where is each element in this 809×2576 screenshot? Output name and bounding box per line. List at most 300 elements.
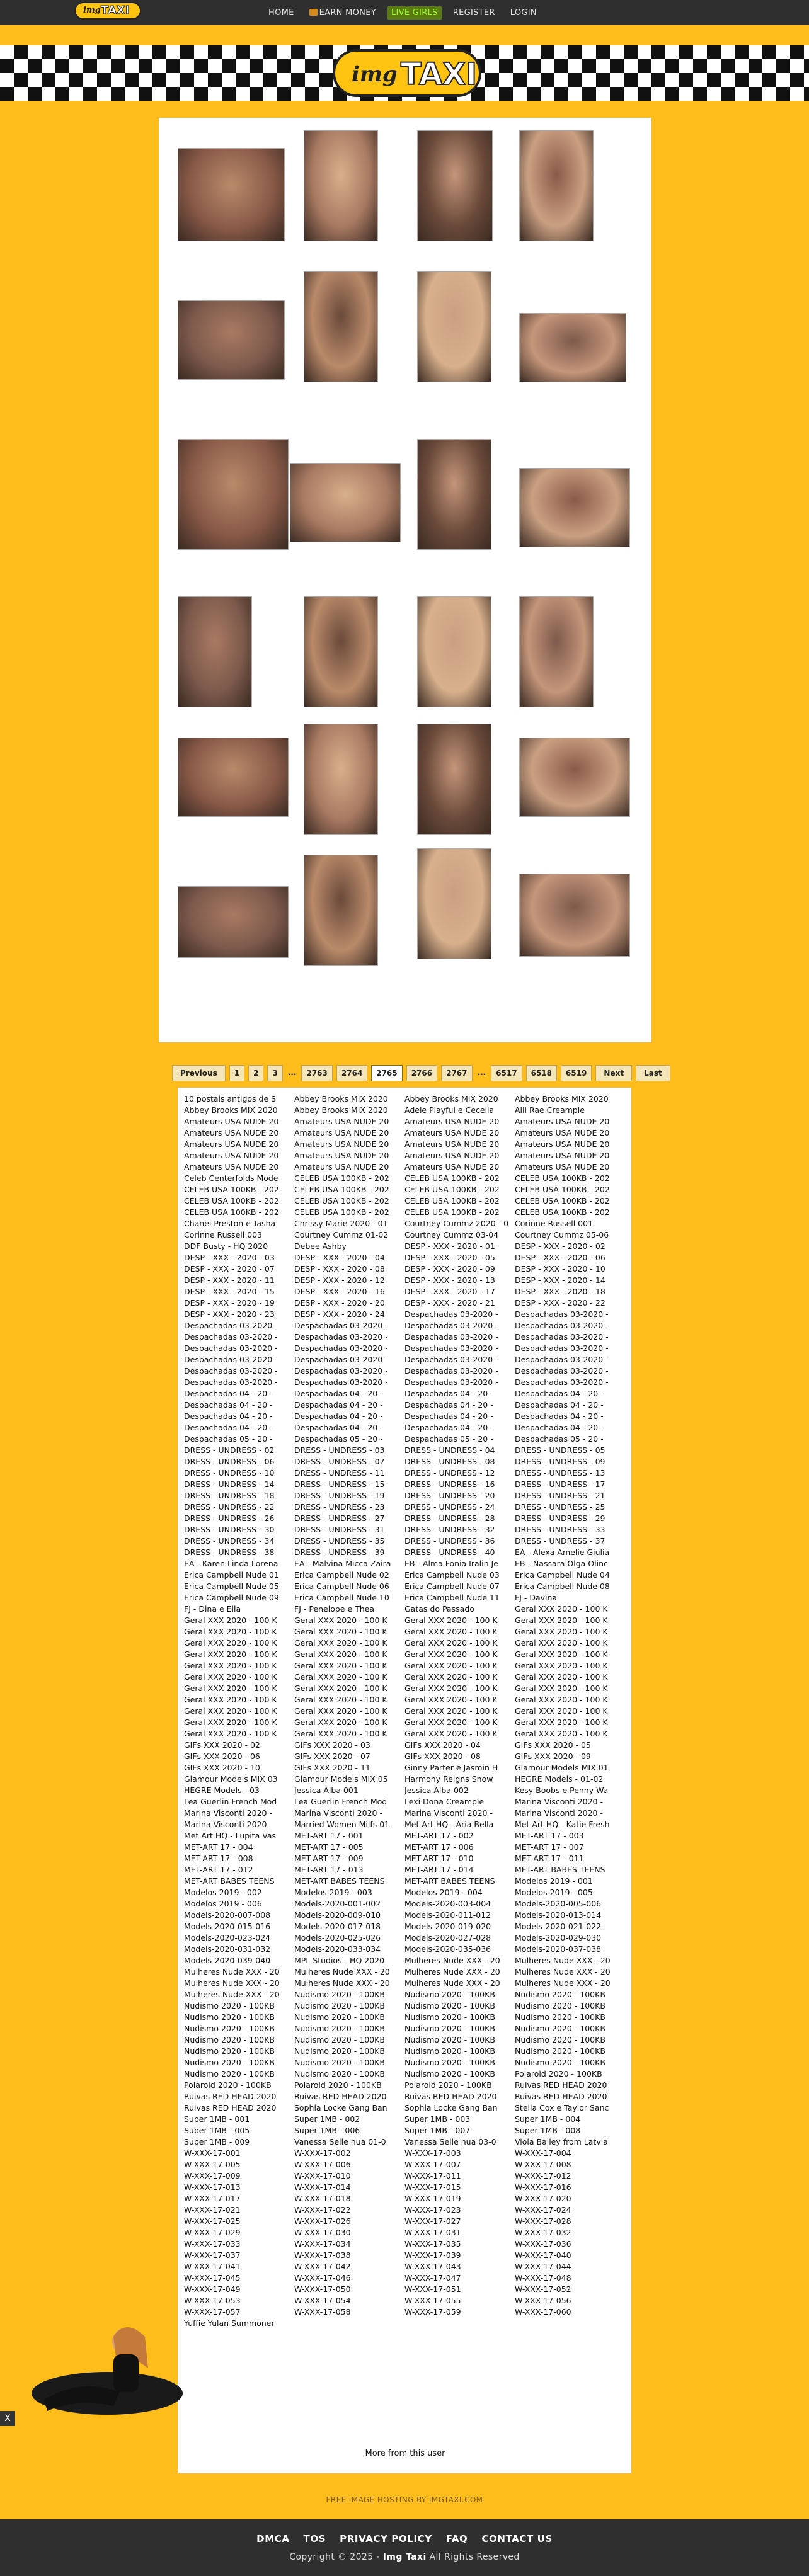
album-link[interactable]: Geral XXX 2020 - 100 K bbox=[294, 1672, 387, 1682]
album-link[interactable]: DRESS - UNDRESS - 18 bbox=[184, 1491, 275, 1500]
album-link[interactable]: Mulheres Nude XXX - 20 bbox=[184, 1978, 280, 1988]
album-link[interactable]: Nudismo 2020 - 100KB bbox=[404, 2058, 495, 2067]
album-link[interactable]: Despachadas 03-2020 - bbox=[184, 1366, 278, 1376]
album-link[interactable]: GIFs XXX 2020 - 11 bbox=[294, 1763, 370, 1772]
album-link[interactable]: MET-ART BABES TEENS bbox=[404, 1876, 495, 1886]
nav-home[interactable]: HOME bbox=[268, 8, 294, 18]
album-link[interactable]: Nudismo 2020 - 100KB bbox=[515, 1990, 605, 1999]
album-link[interactable]: Nudismo 2020 - 100KB bbox=[404, 2001, 495, 2010]
gallery-thumbnail[interactable] bbox=[178, 148, 285, 241]
album-link[interactable]: Despachadas 03-2020 - bbox=[294, 1377, 388, 1387]
album-link[interactable]: Despachadas 05 - 20 - bbox=[515, 1434, 604, 1444]
album-link[interactable]: Nudismo 2020 - 100KB bbox=[294, 1990, 385, 1999]
album-link[interactable]: W-XXX-17-029 bbox=[184, 2228, 241, 2237]
album-link[interactable]: Geral XXX 2020 - 100 K bbox=[294, 1706, 387, 1716]
album-link[interactable]: Geral XXX 2020 - 100 K bbox=[184, 1729, 277, 1738]
album-link[interactable]: Ruivas RED HEAD 2020 bbox=[404, 2092, 497, 2101]
album-link[interactable]: DESP - XXX - 2020 - 07 bbox=[184, 1264, 275, 1274]
album-link[interactable]: Nudismo 2020 - 100KB bbox=[184, 2069, 275, 2078]
album-link[interactable]: W-XXX-17-052 bbox=[515, 2284, 571, 2294]
album-link[interactable]: Nudismo 2020 - 100KB bbox=[515, 2001, 605, 2010]
gallery-thumbnail[interactable] bbox=[178, 738, 289, 817]
pagination-item[interactable]: 3 bbox=[267, 1065, 282, 1081]
album-link[interactable]: DESP - XXX - 2020 - 23 bbox=[184, 1309, 275, 1319]
album-link[interactable]: DRESS - UNDRESS - 05 bbox=[515, 1445, 605, 1455]
album-link[interactable]: Geral XXX 2020 - 100 K bbox=[184, 1684, 277, 1693]
album-link[interactable]: CELEB USA 100KB - 202 bbox=[184, 1207, 279, 1217]
album-link[interactable]: W-XXX-17-045 bbox=[184, 2273, 241, 2282]
album-link[interactable]: Gatas do Passado bbox=[404, 1604, 474, 1614]
album-link[interactable]: Geral XXX 2020 - 100 K bbox=[184, 1661, 277, 1670]
album-link[interactable]: Despachadas 05 - 20 - bbox=[294, 1434, 383, 1444]
album-link[interactable]: Geral XXX 2020 - 100 K bbox=[294, 1684, 387, 1693]
album-link[interactable]: W-XXX-17-054 bbox=[294, 2296, 351, 2305]
album-link[interactable]: MET-ART BABES TEENS bbox=[184, 1876, 275, 1886]
album-link[interactable]: Despachadas 03-2020 - bbox=[515, 1309, 609, 1319]
album-link[interactable]: Mulheres Nude XXX - 20 bbox=[515, 1978, 611, 1988]
album-link[interactable]: DESP - XXX - 2020 - 13 bbox=[404, 1275, 495, 1285]
album-link[interactable]: DRESS - UNDRESS - 11 bbox=[294, 1468, 385, 1478]
pagination-item[interactable]: 2767 bbox=[441, 1065, 472, 1081]
album-link[interactable]: DESP - XXX - 2020 - 14 bbox=[515, 1275, 605, 1285]
album-link[interactable]: Met Art HQ - Katie Fresh bbox=[515, 1820, 610, 1829]
album-link[interactable]: CELEB USA 100KB - 202 bbox=[184, 1196, 279, 1205]
album-link[interactable]: Nudismo 2020 - 100KB bbox=[404, 1990, 495, 1999]
album-link[interactable]: W-XXX-17-012 bbox=[515, 2171, 571, 2180]
album-link[interactable]: Amateurs USA NUDE 20 bbox=[184, 1139, 279, 1149]
album-link[interactable]: Corinne Russell 001 bbox=[515, 1219, 594, 1228]
album-link[interactable]: Erica Campbell Nude 05 bbox=[184, 1582, 279, 1591]
album-link[interactable]: Models-2020-009-010 bbox=[294, 1910, 381, 1920]
album-link[interactable]: Geral XXX 2020 - 100 K bbox=[294, 1718, 387, 1727]
album-link[interactable]: DESP - XXX - 2020 - 02 bbox=[515, 1241, 605, 1251]
album-link[interactable]: Sophia Locke Gang Ban bbox=[404, 2103, 498, 2112]
album-link[interactable]: Sophia Locke Gang Ban bbox=[294, 2103, 387, 2112]
album-link[interactable]: Marina Visconti 2020 - bbox=[184, 1820, 272, 1829]
album-link[interactable]: EB - Nassara Olga Olinc bbox=[515, 1559, 608, 1568]
album-link[interactable]: DRESS - UNDRESS - 33 bbox=[515, 1525, 605, 1534]
album-link[interactable]: Nudismo 2020 - 100KB bbox=[515, 2035, 605, 2044]
album-link[interactable]: W-XXX-17-034 bbox=[294, 2239, 351, 2248]
album-link[interactable]: MET-ART 17 - 012 bbox=[184, 1865, 253, 1874]
album-link[interactable]: Amateurs USA NUDE 20 bbox=[294, 1117, 389, 1126]
album-link[interactable]: Geral XXX 2020 - 100 K bbox=[294, 1627, 387, 1636]
album-link[interactable]: Despachadas 05 - 20 - bbox=[184, 1434, 273, 1444]
pagination-item[interactable]: 6519 bbox=[561, 1065, 592, 1081]
album-link[interactable]: Amateurs USA NUDE 20 bbox=[184, 1117, 279, 1126]
album-link[interactable]: Nudismo 2020 - 100KB bbox=[404, 2012, 495, 2022]
album-link[interactable]: Amateurs USA NUDE 20 bbox=[294, 1162, 389, 1171]
album-link[interactable]: Despachadas 03-2020 - bbox=[404, 1343, 498, 1353]
album-link[interactable]: Jessica Alba 002 bbox=[404, 1786, 469, 1795]
album-link[interactable]: W-XXX-17-032 bbox=[515, 2228, 571, 2237]
album-link[interactable]: Despachadas 04 - 20 - bbox=[184, 1411, 273, 1421]
album-link[interactable]: Amateurs USA NUDE 20 bbox=[184, 1162, 279, 1171]
album-link[interactable]: W-XXX-17-018 bbox=[294, 2194, 351, 2203]
album-link[interactable]: GIFs XXX 2020 - 07 bbox=[294, 1752, 370, 1761]
album-link[interactable]: W-XXX-17-047 bbox=[404, 2273, 461, 2282]
album-link[interactable]: Abbey Brooks MIX 2020 bbox=[294, 1105, 388, 1115]
album-link[interactable]: W-XXX-17-035 bbox=[404, 2239, 461, 2248]
album-link[interactable]: Geral XXX 2020 - 100 K bbox=[515, 1650, 608, 1659]
album-link[interactable]: Mulheres Nude XXX - 20 bbox=[184, 1967, 280, 1976]
album-link[interactable]: MET-ART 17 - 008 bbox=[184, 1854, 253, 1863]
gallery-thumbnail[interactable] bbox=[304, 724, 378, 835]
album-link[interactable]: Despachadas 03-2020 - bbox=[294, 1321, 388, 1330]
album-link[interactable]: Super 1MB - 006 bbox=[294, 2126, 360, 2135]
album-link[interactable]: W-XXX-17-040 bbox=[515, 2250, 571, 2260]
album-link[interactable]: Despachadas 03-2020 - bbox=[515, 1321, 609, 1330]
album-link[interactable]: W-XXX-17-001 bbox=[184, 2148, 241, 2158]
album-link[interactable]: Nudismo 2020 - 100KB bbox=[294, 2001, 385, 2010]
album-link[interactable]: DRESS - UNDRESS - 14 bbox=[184, 1479, 275, 1489]
pagination-item[interactable]: 2763 bbox=[301, 1065, 332, 1081]
album-link[interactable]: Despachadas 03-2020 - bbox=[184, 1332, 278, 1342]
album-link[interactable]: Nudismo 2020 - 100KB bbox=[404, 2024, 495, 2033]
album-link[interactable]: W-XXX-17-051 bbox=[404, 2284, 461, 2294]
album-link[interactable]: DESP - XXX - 2020 - 19 bbox=[184, 1298, 275, 1308]
gallery-thumbnail[interactable] bbox=[178, 596, 252, 707]
album-link[interactable]: MET-ART 17 - 006 bbox=[404, 1842, 474, 1852]
album-link[interactable]: Despachadas 04 - 20 - bbox=[294, 1423, 383, 1432]
album-link[interactable]: Amateurs USA NUDE 20 bbox=[515, 1139, 610, 1149]
album-link[interactable]: Geral XXX 2020 - 100 K bbox=[515, 1616, 608, 1625]
album-link[interactable]: GIFs XXX 2020 - 02 bbox=[184, 1740, 260, 1750]
album-link[interactable]: W-XXX-17-033 bbox=[184, 2239, 241, 2248]
album-link[interactable]: MET-ART 17 - 014 bbox=[404, 1865, 474, 1874]
album-link[interactable]: MET-ART 17 - 004 bbox=[184, 1842, 253, 1852]
album-link[interactable]: Models-2020-003-004 bbox=[404, 1899, 491, 1908]
album-link[interactable]: Modelos 2019 - 001 bbox=[515, 1876, 593, 1886]
album-link[interactable]: DRESS - UNDRESS - 22 bbox=[184, 1502, 275, 1512]
album-link[interactable]: Geral XXX 2020 - 100 K bbox=[515, 1638, 608, 1648]
album-link[interactable]: W-XXX-17-026 bbox=[294, 2216, 351, 2226]
album-link[interactable]: Models-2020-027-028 bbox=[404, 1933, 491, 1942]
album-link[interactable]: W-XXX-17-023 bbox=[404, 2205, 461, 2214]
album-link[interactable]: Super 1MB - 001 bbox=[184, 2114, 250, 2124]
album-link[interactable]: DESP - XXX - 2020 - 12 bbox=[294, 1275, 385, 1285]
album-link[interactable]: Mulheres Nude XXX - 20 bbox=[184, 1990, 280, 1999]
album-link[interactable]: Despachadas 04 - 20 - bbox=[404, 1411, 493, 1421]
album-link[interactable]: CELEB USA 100KB - 202 bbox=[294, 1207, 389, 1217]
album-link[interactable]: Geral XXX 2020 - 100 K bbox=[404, 1706, 498, 1716]
album-link[interactable]: Amateurs USA NUDE 20 bbox=[294, 1128, 389, 1137]
album-link[interactable]: Abbey Brooks MIX 2020 bbox=[184, 1105, 278, 1115]
album-link[interactable]: Models-2020-005-006 bbox=[515, 1899, 602, 1908]
album-link[interactable]: W-XXX-17-043 bbox=[404, 2262, 461, 2271]
album-link[interactable]: Nudismo 2020 - 100KB bbox=[515, 2012, 605, 2022]
album-link[interactable]: Despachadas 04 - 20 - bbox=[294, 1400, 383, 1410]
album-link[interactable]: W-XXX-17-036 bbox=[515, 2239, 571, 2248]
album-link[interactable]: DESP - XXX - 2020 - 17 bbox=[404, 1287, 495, 1296]
album-link[interactable]: DRESS - UNDRESS - 32 bbox=[404, 1525, 495, 1534]
album-link[interactable]: Super 1MB - 003 bbox=[404, 2114, 471, 2124]
album-link[interactable]: DRESS - UNDRESS - 34 bbox=[184, 1536, 275, 1546]
album-link[interactable]: Jessica Alba 001 bbox=[294, 1786, 359, 1795]
gallery-thumbnail[interactable] bbox=[178, 300, 285, 380]
album-link[interactable]: W-XXX-17-046 bbox=[294, 2273, 351, 2282]
album-link[interactable]: DRESS - UNDRESS - 08 bbox=[404, 1457, 495, 1466]
album-link[interactable]: DESP - XXX - 2020 - 18 bbox=[515, 1287, 605, 1296]
album-link[interactable]: Erica Campbell Nude 11 bbox=[404, 1593, 500, 1602]
gallery-thumbnail[interactable] bbox=[417, 439, 491, 550]
album-link[interactable]: Erica Campbell Nude 08 bbox=[515, 1582, 610, 1591]
album-link[interactable]: CELEB USA 100KB - 202 bbox=[184, 1185, 279, 1194]
album-link[interactable]: DRESS - UNDRESS - 25 bbox=[515, 1502, 605, 1512]
album-link[interactable]: DRESS - UNDRESS - 40 bbox=[404, 1547, 495, 1557]
album-link[interactable]: Polaroid 2020 - 100KB bbox=[294, 2080, 382, 2090]
album-link[interactable]: Nudismo 2020 - 100KB bbox=[184, 2046, 275, 2056]
album-link[interactable]: MET-ART 17 - 002 bbox=[404, 1831, 474, 1840]
album-link[interactable]: Geral XXX 2020 - 100 K bbox=[184, 1638, 277, 1648]
album-link[interactable]: EA - Malvina Micca Zaira bbox=[294, 1559, 391, 1568]
album-link[interactable]: Despachadas 03-2020 - bbox=[184, 1355, 278, 1364]
album-link[interactable]: DESP - XXX - 2020 - 01 bbox=[404, 1241, 495, 1251]
album-link[interactable]: 10 postais antigos de S bbox=[184, 1094, 277, 1103]
album-link[interactable]: Despachadas 04 - 20 - bbox=[404, 1389, 493, 1398]
album-link[interactable]: DRESS - UNDRESS - 35 bbox=[294, 1536, 385, 1546]
album-link[interactable]: Geral XXX 2020 - 100 K bbox=[294, 1638, 387, 1648]
album-link[interactable]: Polaroid 2020 - 100KB bbox=[184, 2080, 272, 2090]
album-link[interactable]: Despachadas 04 - 20 - bbox=[404, 1423, 493, 1432]
album-link[interactable]: Amateurs USA NUDE 20 bbox=[184, 1151, 279, 1160]
album-link[interactable]: Marina Visconti 2020 - bbox=[294, 1808, 382, 1818]
album-link[interactable]: W-XXX-17-008 bbox=[515, 2160, 571, 2169]
album-link[interactable]: Geral XXX 2020 - 100 K bbox=[515, 1604, 608, 1614]
album-link[interactable]: Alli Rae Creampie bbox=[515, 1105, 585, 1115]
gallery-thumbnail[interactable] bbox=[304, 130, 378, 241]
album-link[interactable]: Nudismo 2020 - 100KB bbox=[294, 2046, 385, 2056]
album-link[interactable]: W-XXX-17-027 bbox=[404, 2216, 461, 2226]
album-link[interactable]: Despachadas 03-2020 - bbox=[515, 1355, 609, 1364]
album-link[interactable]: Modelos 2019 - 003 bbox=[294, 1888, 372, 1897]
album-link[interactable]: MPL Studios - HQ 2020 bbox=[294, 1956, 385, 1965]
album-link[interactable]: W-XXX-17-009 bbox=[184, 2171, 241, 2180]
album-link[interactable]: Erica Campbell Nude 09 bbox=[184, 1593, 279, 1602]
album-link[interactable]: DRESS - UNDRESS - 36 bbox=[404, 1536, 495, 1546]
album-link[interactable]: Despachadas 04 - 20 - bbox=[184, 1389, 273, 1398]
album-link[interactable]: Geral XXX 2020 - 100 K bbox=[515, 1729, 608, 1738]
album-link[interactable]: Models-2020-039-040 bbox=[184, 1956, 271, 1965]
album-link[interactable]: CELEB USA 100KB - 202 bbox=[404, 1207, 500, 1217]
album-link[interactable]: Models-2020-025-026 bbox=[294, 1933, 381, 1942]
album-link[interactable]: Amateurs USA NUDE 20 bbox=[515, 1117, 610, 1126]
album-link[interactable]: Ruivas RED HEAD 2020 bbox=[515, 2092, 607, 2101]
gallery-thumbnail[interactable] bbox=[290, 463, 401, 542]
footer-link-tos[interactable]: TOS bbox=[303, 2533, 326, 2545]
album-link[interactable]: W-XXX-17-031 bbox=[404, 2228, 461, 2237]
album-link[interactable]: Models-2020-031-032 bbox=[184, 1944, 271, 1954]
album-link[interactable]: W-XXX-17-002 bbox=[294, 2148, 351, 2158]
album-link[interactable]: CELEB USA 100KB - 202 bbox=[515, 1173, 610, 1183]
album-link[interactable]: DRESS - UNDRESS - 20 bbox=[404, 1491, 495, 1500]
album-link[interactable]: Despachadas 03-2020 - bbox=[184, 1377, 278, 1387]
album-link[interactable]: Despachadas 04 - 20 - bbox=[515, 1400, 604, 1410]
album-link[interactable]: W-XXX-17-059 bbox=[404, 2307, 461, 2317]
album-link[interactable]: Geral XXX 2020 - 100 K bbox=[515, 1718, 608, 1727]
album-link[interactable]: Courtney Cummz 2020 - 0 bbox=[404, 1219, 509, 1228]
album-link[interactable]: CELEB USA 100KB - 202 bbox=[515, 1185, 610, 1194]
album-link[interactable]: Despachadas 03-2020 - bbox=[515, 1366, 609, 1376]
album-link[interactable]: W-XXX-17-015 bbox=[404, 2182, 461, 2192]
album-link[interactable]: Vanessa Selle nua 01-0 bbox=[294, 2137, 386, 2146]
album-link[interactable]: CELEB USA 100KB - 202 bbox=[294, 1196, 389, 1205]
album-link[interactable]: W-XXX-17-025 bbox=[184, 2216, 241, 2226]
album-link[interactable]: Nudismo 2020 - 100KB bbox=[515, 2024, 605, 2033]
album-link[interactable]: Nudismo 2020 - 100KB bbox=[404, 2046, 495, 2056]
album-link[interactable]: Erica Campbell Nude 06 bbox=[294, 1582, 389, 1591]
album-link[interactable]: Geral XXX 2020 - 100 K bbox=[184, 1706, 277, 1716]
album-link[interactable]: W-XXX-17-004 bbox=[515, 2148, 571, 2158]
album-link[interactable]: Despachadas 04 - 20 - bbox=[294, 1411, 383, 1421]
album-link[interactable]: W-XXX-17-030 bbox=[294, 2228, 351, 2237]
album-link[interactable]: Models-2020-029-030 bbox=[515, 1933, 602, 1942]
album-link[interactable]: W-XXX-17-024 bbox=[515, 2205, 571, 2214]
album-link[interactable]: Geral XXX 2020 - 100 K bbox=[184, 1616, 277, 1625]
album-link[interactable]: Geral XXX 2020 - 100 K bbox=[515, 1627, 608, 1636]
album-link[interactable]: Mulheres Nude XXX - 20 bbox=[404, 1978, 500, 1988]
album-link[interactable]: HEGRE Models - 03 bbox=[184, 1786, 260, 1795]
album-link[interactable]: W-XXX-17-039 bbox=[404, 2250, 461, 2260]
album-link[interactable]: Amateurs USA NUDE 20 bbox=[404, 1151, 500, 1160]
album-link[interactable]: Mulheres Nude XXX - 20 bbox=[404, 1956, 500, 1965]
album-link[interactable]: Geral XXX 2020 - 100 K bbox=[184, 1650, 277, 1659]
album-link[interactable]: Mulheres Nude XXX - 20 bbox=[294, 1978, 390, 1988]
album-link[interactable]: Models-2020-037-038 bbox=[515, 1944, 602, 1954]
album-link[interactable]: GIFs XXX 2020 - 10 bbox=[184, 1763, 260, 1772]
gallery-thumbnail[interactable] bbox=[304, 271, 378, 382]
album-link[interactable]: Nudismo 2020 - 100KB bbox=[294, 2035, 385, 2044]
album-link[interactable]: CELEB USA 100KB - 202 bbox=[404, 1185, 500, 1194]
album-link[interactable]: CELEB USA 100KB - 202 bbox=[404, 1196, 500, 1205]
album-link[interactable]: Despachadas 03-2020 - bbox=[294, 1343, 388, 1353]
album-link[interactable]: W-XXX-17-010 bbox=[294, 2171, 351, 2180]
album-link[interactable]: Viola Bailey from Latvia bbox=[515, 2137, 608, 2146]
more-from-user-link[interactable]: More from this user bbox=[365, 2449, 445, 2458]
album-link[interactable]: MET-ART 17 - 005 bbox=[294, 1842, 364, 1852]
album-link[interactable]: W-XXX-17-019 bbox=[404, 2194, 461, 2203]
album-link[interactable]: DRESS - UNDRESS - 29 bbox=[515, 1513, 605, 1523]
gallery-thumbnail[interactable] bbox=[304, 855, 378, 966]
album-link[interactable]: Erica Campbell Nude 03 bbox=[404, 1570, 500, 1580]
album-link[interactable]: Models-2020-035-036 bbox=[404, 1944, 491, 1954]
album-link[interactable]: Geral XXX 2020 - 100 K bbox=[184, 1695, 277, 1704]
album-link[interactable]: Amateurs USA NUDE 20 bbox=[404, 1139, 500, 1149]
album-link[interactable]: Despachadas 04 - 20 - bbox=[184, 1400, 273, 1410]
album-link[interactable]: Models-2020-013-014 bbox=[515, 1910, 602, 1920]
album-link[interactable]: Geral XXX 2020 - 100 K bbox=[515, 1684, 608, 1693]
gallery-thumbnail[interactable] bbox=[417, 724, 491, 835]
album-link[interactable]: Amateurs USA NUDE 20 bbox=[294, 1151, 389, 1160]
footer-link-dmca[interactable]: DMCA bbox=[256, 2533, 290, 2545]
album-link[interactable]: W-XXX-17-028 bbox=[515, 2216, 571, 2226]
album-link[interactable]: Despachadas 04 - 20 - bbox=[294, 1389, 383, 1398]
album-link[interactable]: Amateurs USA NUDE 20 bbox=[515, 1162, 610, 1171]
album-link[interactable]: Geral XXX 2020 - 100 K bbox=[404, 1672, 498, 1682]
album-link[interactable]: Polaroid 2020 - 100KB bbox=[515, 2069, 602, 2078]
album-link[interactable]: DESP - XXX - 2020 - 05 bbox=[404, 1253, 495, 1262]
album-link[interactable]: Vanessa Selle nua 03-0 bbox=[404, 2137, 496, 2146]
pagination-item[interactable]: 6517 bbox=[491, 1065, 522, 1081]
album-link[interactable]: GIFs XXX 2020 - 03 bbox=[294, 1740, 370, 1750]
album-link[interactable]: Courtney Cummz 03-04 bbox=[404, 1230, 499, 1240]
nav-live-girls[interactable]: LIVE GIRLS bbox=[387, 6, 442, 20]
album-link[interactable]: Despachadas 03-2020 - bbox=[404, 1321, 498, 1330]
album-link[interactable]: Nudismo 2020 - 100KB bbox=[184, 2012, 275, 2022]
gallery-thumbnail[interactable] bbox=[519, 874, 630, 957]
gallery-thumbnail[interactable] bbox=[519, 313, 626, 382]
album-link[interactable]: Geral XXX 2020 - 100 K bbox=[404, 1729, 498, 1738]
album-link[interactable]: Despachadas 03-2020 - bbox=[515, 1377, 609, 1387]
album-link[interactable]: Models-2020-001-002 bbox=[294, 1899, 381, 1908]
album-link[interactable]: Despachadas 04 - 20 - bbox=[515, 1389, 604, 1398]
album-link[interactable]: Despachadas 03-2020 - bbox=[294, 1366, 388, 1376]
album-link[interactable]: DESP - XXX - 2020 - 03 bbox=[184, 1253, 275, 1262]
album-link[interactable]: Models-2020-021-022 bbox=[515, 1922, 602, 1931]
album-link[interactable]: W-XXX-17-013 bbox=[184, 2182, 241, 2192]
album-link[interactable]: Super 1MB - 004 bbox=[515, 2114, 581, 2124]
album-link[interactable]: Erica Campbell Nude 10 bbox=[294, 1593, 389, 1602]
album-link[interactable]: EB - Alma Fonia Iralin Je bbox=[404, 1559, 498, 1568]
album-link[interactable]: Nudismo 2020 - 100KB bbox=[404, 2035, 495, 2044]
album-link[interactable]: W-XXX-17-058 bbox=[294, 2307, 351, 2317]
album-link[interactable]: Geral XXX 2020 - 100 K bbox=[404, 1650, 498, 1659]
album-link[interactable]: W-XXX-17-020 bbox=[515, 2194, 571, 2203]
album-link[interactable]: Nudismo 2020 - 100KB bbox=[184, 2001, 275, 2010]
pagination-item[interactable]: 2764 bbox=[336, 1065, 367, 1081]
album-link[interactable]: W-XXX-17-041 bbox=[184, 2262, 241, 2271]
album-link[interactable]: Models-2020-007-008 bbox=[184, 1910, 271, 1920]
album-link[interactable]: Chanel Preston e Tasha bbox=[184, 1219, 276, 1228]
gallery-thumbnail[interactable] bbox=[417, 271, 491, 382]
album-link[interactable]: DRESS - UNDRESS - 15 bbox=[294, 1479, 385, 1489]
album-link[interactable]: Abbey Brooks MIX 2020 bbox=[404, 1094, 498, 1103]
album-link[interactable]: Models-2020-017-018 bbox=[294, 1922, 381, 1931]
pagination-item[interactable]: Next bbox=[595, 1065, 632, 1081]
album-link[interactable]: W-XXX-17-048 bbox=[515, 2273, 571, 2282]
footer-link-privacy-policy[interactable]: PRIVACY POLICY bbox=[340, 2533, 432, 2545]
album-link[interactable]: Super 1MB - 007 bbox=[404, 2126, 471, 2135]
album-link[interactable]: Geral XXX 2020 - 100 K bbox=[404, 1616, 498, 1625]
pagination-item[interactable]: 1 bbox=[229, 1065, 244, 1081]
album-link[interactable]: Geral XXX 2020 - 100 K bbox=[294, 1650, 387, 1659]
album-link[interactable]: W-XXX-17-006 bbox=[294, 2160, 351, 2169]
pagination-item[interactable]: 6518 bbox=[526, 1065, 557, 1081]
album-link[interactable]: Nudismo 2020 - 100KB bbox=[294, 2012, 385, 2022]
album-link[interactable]: Geral XXX 2020 - 100 K bbox=[404, 1684, 498, 1693]
album-link[interactable]: Mulheres Nude XXX - 20 bbox=[515, 1956, 611, 1965]
album-link[interactable]: Amateurs USA NUDE 20 bbox=[404, 1162, 500, 1171]
album-link[interactable]: DRESS - UNDRESS - 23 bbox=[294, 1502, 385, 1512]
album-link[interactable]: Geral XXX 2020 - 100 K bbox=[294, 1695, 387, 1704]
album-link[interactable]: Ruivas RED HEAD 2020 bbox=[184, 2092, 277, 2101]
album-link[interactable]: Yuffie Yulan Summoner bbox=[184, 2318, 275, 2328]
album-link[interactable]: Geral XXX 2020 - 100 K bbox=[294, 1661, 387, 1670]
album-link[interactable]: Glamour Models MIX 05 bbox=[294, 1774, 388, 1784]
album-link[interactable]: Despachadas 03-2020 - bbox=[404, 1366, 498, 1376]
album-link[interactable]: W-XXX-17-049 bbox=[184, 2284, 241, 2294]
album-link[interactable]: GIFs XXX 2020 - 08 bbox=[404, 1752, 481, 1761]
footer-link-contact-us[interactable]: CONTACT US bbox=[481, 2533, 553, 2545]
album-link[interactable]: Models-2020-011-012 bbox=[404, 1910, 491, 1920]
footer-link-faq[interactable]: FAQ bbox=[445, 2533, 468, 2545]
album-link[interactable]: MET-ART BABES TEENS bbox=[294, 1876, 385, 1886]
album-link[interactable]: Despachadas 03-2020 - bbox=[515, 1332, 609, 1342]
album-link[interactable]: Amateurs USA NUDE 20 bbox=[294, 1139, 389, 1149]
album-link[interactable]: W-XXX-17-044 bbox=[515, 2262, 571, 2271]
album-link[interactable]: Nudismo 2020 - 100KB bbox=[404, 2069, 495, 2078]
album-link[interactable]: DRESS - UNDRESS - 13 bbox=[515, 1468, 605, 1478]
